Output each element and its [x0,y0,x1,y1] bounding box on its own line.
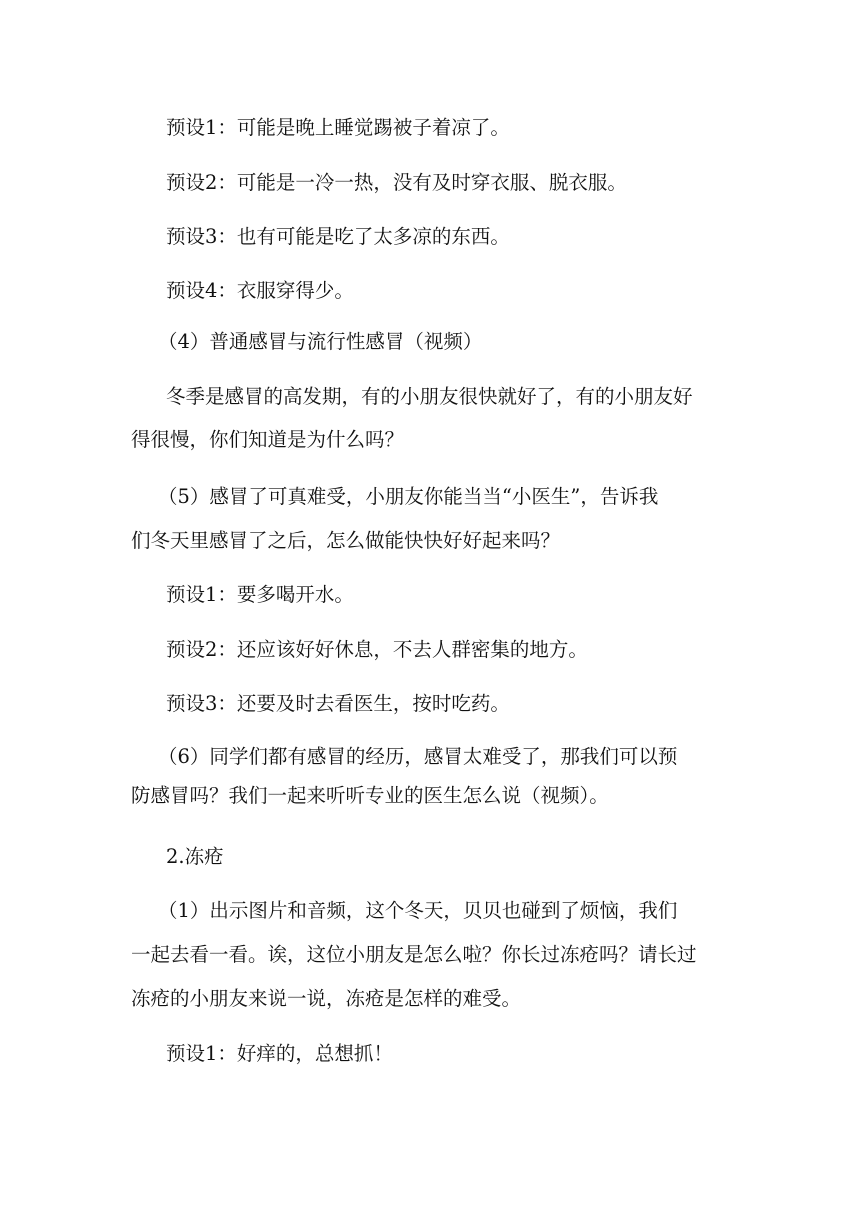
paragraph-line: （1）出示图片和音频，这个冬天，贝贝也碰到了烦恼，我们 [158,899,678,922]
paragraph-line: 预设2：还应该好好休息，不去人群密集的地方。 [166,638,588,661]
paragraph-line: 预设3：还要及时去看医生，按时吃药。 [166,692,510,715]
paragraph-line: 一起去看一看。诶，这位小朋友是怎么啦？你长过冻疮吗？请长过 [131,943,697,966]
section-heading: （4）普通感冒与流行性感冒（视频） [158,330,483,353]
paragraph-line: 预设2：可能是一冷一热，没有及时穿衣服、脱衣服。 [166,171,627,194]
paragraph-line: 们冬天里感冒了之后，怎么做能快快好好起来吗？ [131,529,561,552]
paragraph-line: 预设4：衣服穿得少。 [166,279,354,302]
paragraph-line: 预设1：好痒的，总想抓！ [166,1042,393,1065]
paragraph-line: （6）同学们都有感冒的经历，感冒太难受了，那我们可以预 [158,745,678,768]
paragraph-line: 冻疮的小朋友来说一说，冻疮是怎样的难受。 [131,987,522,1010]
paragraph-line: 预设1：可能是晚上睡觉踢被子着凉了。 [166,116,510,139]
paragraph-line: 防感冒吗？我们一起来听听专业的医生怎么说（视频）。 [131,784,609,807]
section-heading: 2.冻疮 [166,845,224,868]
paragraph-line: （5）感冒了可真难受，小朋友你能当当“小医生”，告诉我 [158,485,659,508]
paragraph-line: 预设3：也有可能是吃了太多凉的东西。 [166,225,510,248]
paragraph-line: 冬季是感冒的高发期，有的小朋友很快就好了，有的小朋友好 [166,385,693,408]
paragraph-line: 得很慢，你们知道是为什么吗？ [131,428,405,451]
paragraph-line: 预设1：要多喝开水。 [166,583,354,606]
